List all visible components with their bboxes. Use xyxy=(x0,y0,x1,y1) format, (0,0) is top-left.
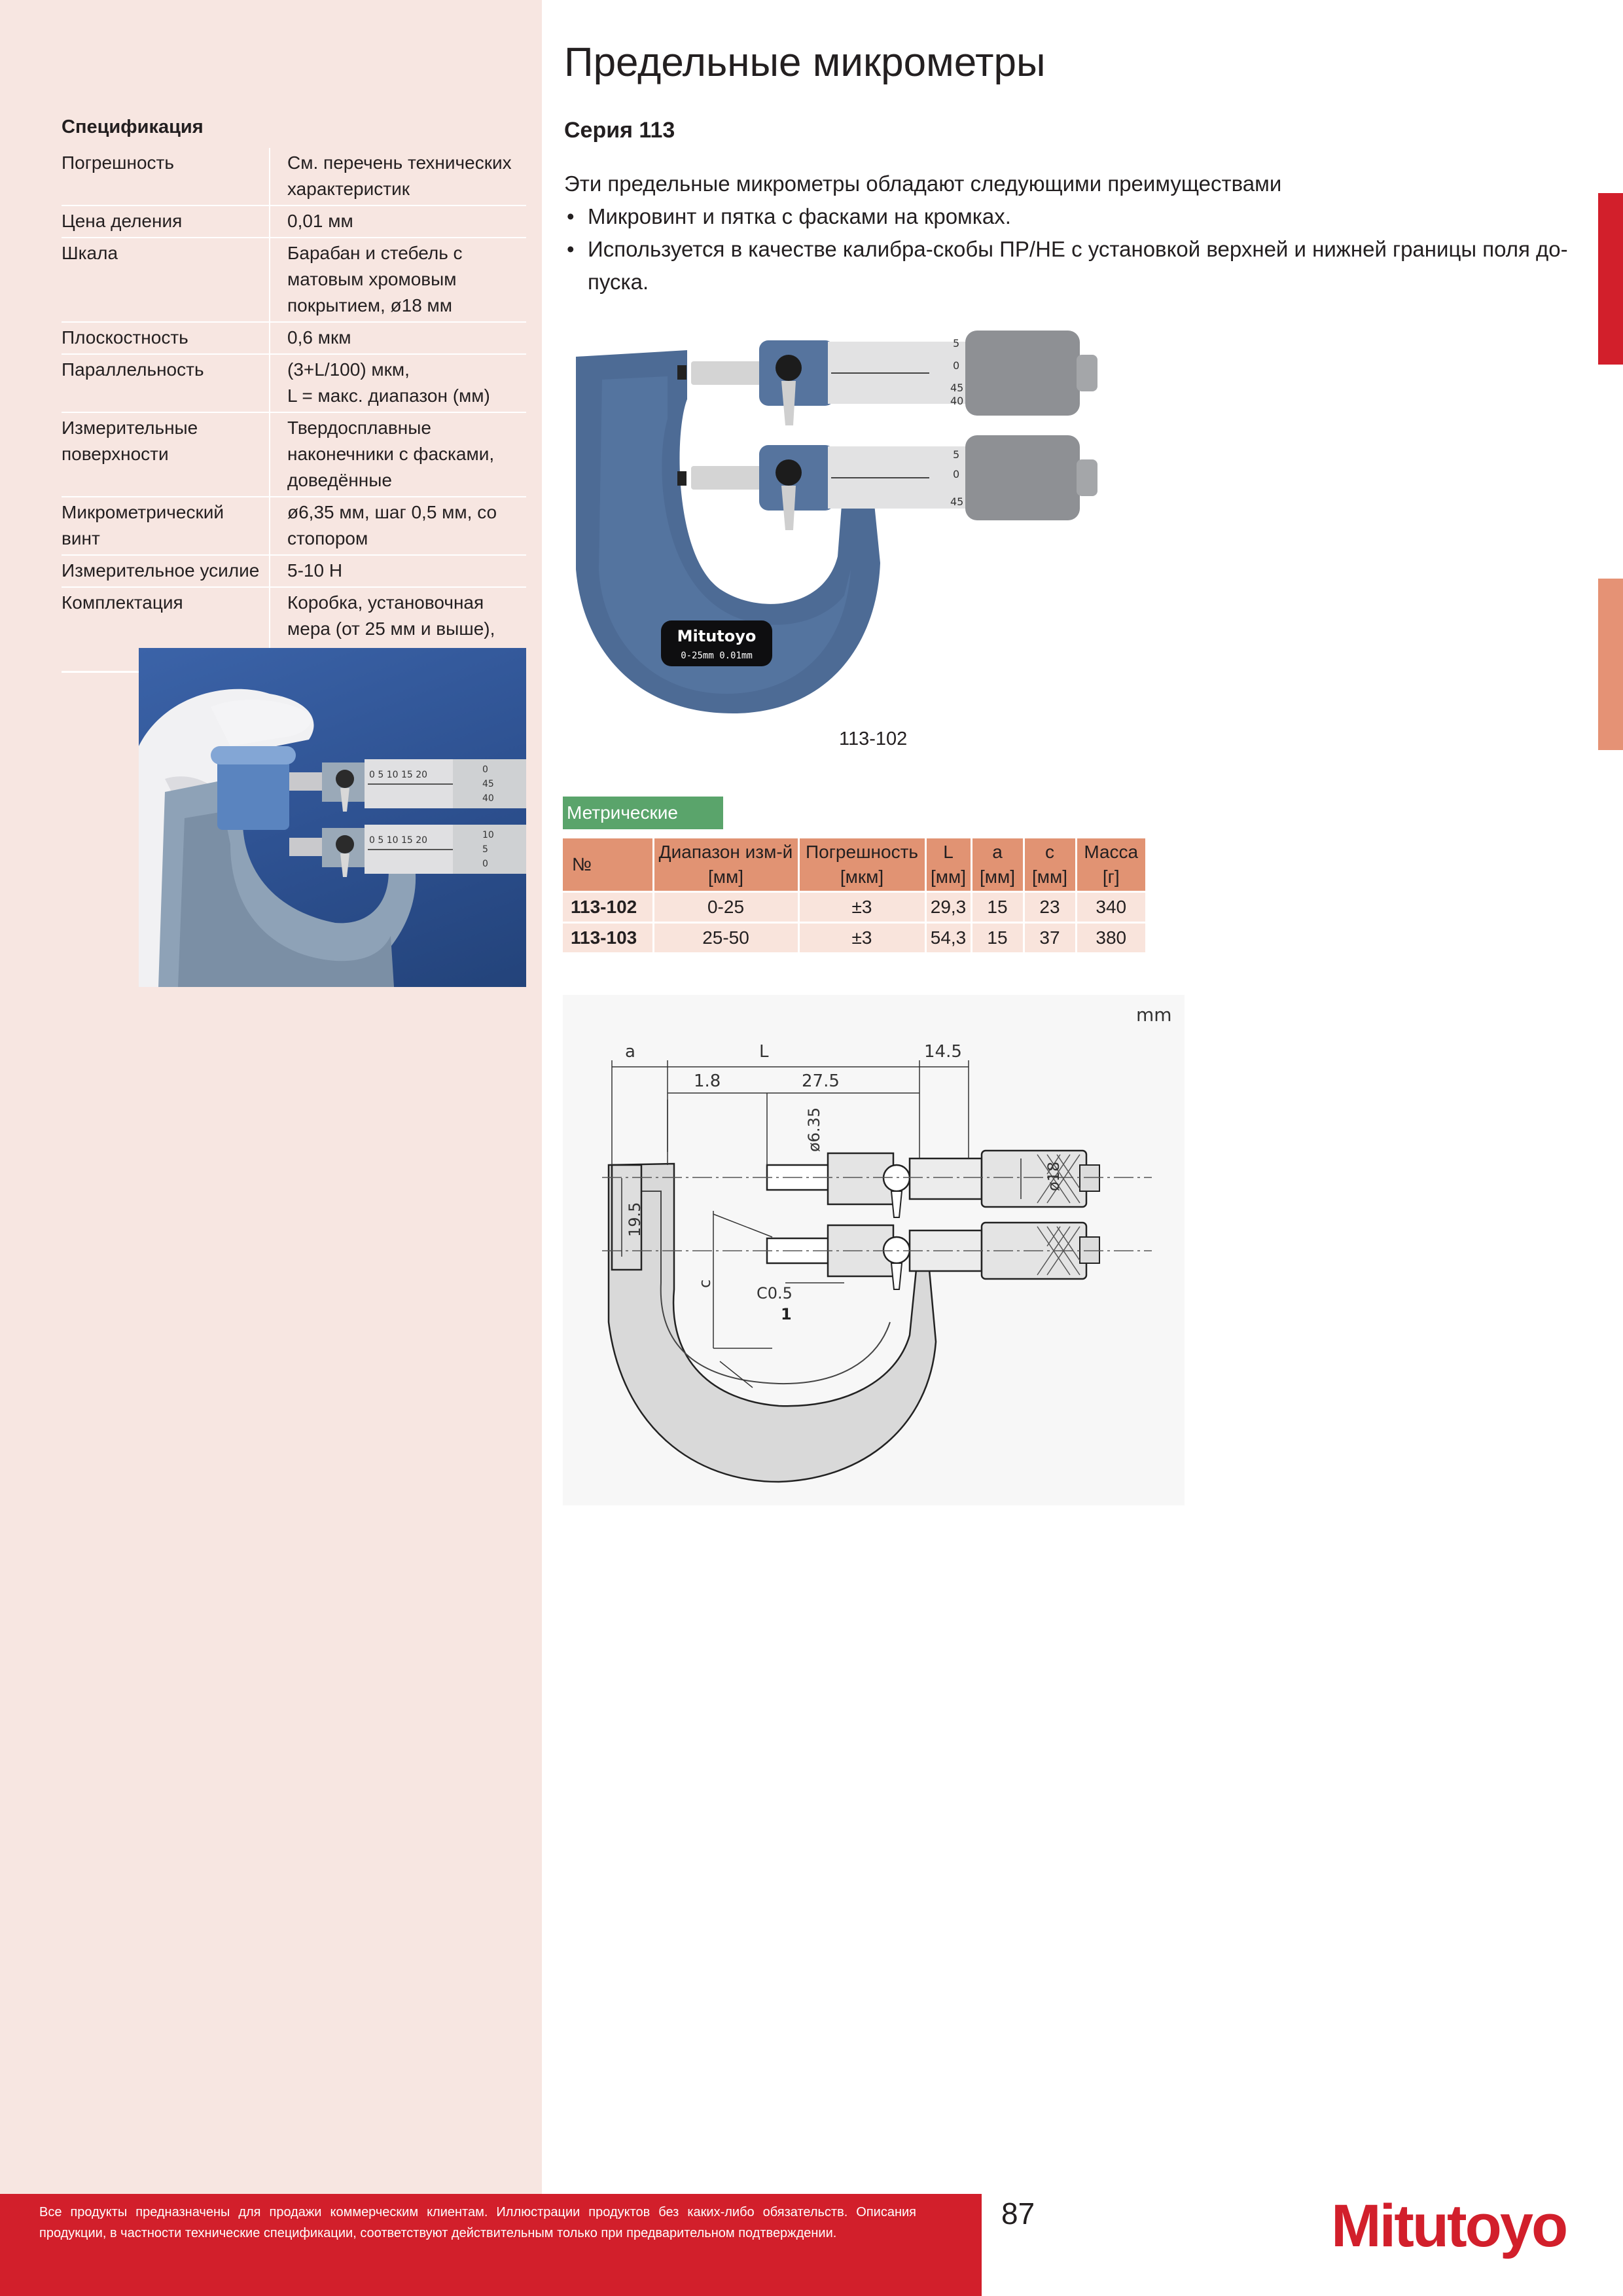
cell-accuracy: ±3 xyxy=(798,892,925,923)
spec-key: Измерительные поверхности xyxy=(62,412,270,497)
models-table xyxy=(563,838,1145,952)
svg-text:45: 45 xyxy=(950,495,964,508)
spec-value: Твердосплавные наконечники с фасками, доведённые xyxy=(270,412,526,497)
cell-c: 23 xyxy=(1024,892,1076,923)
svg-text:0 5 10 15 20: 0 5 10 15 20 xyxy=(369,770,428,780)
svg-text:a: a xyxy=(625,1042,635,1062)
spec-key: Микрометрический винт xyxy=(62,497,270,555)
svg-text:14.5: 14.5 xyxy=(924,1042,962,1062)
spec-value: (3+L/100) мкм, L = макс. диапазон (мм) xyxy=(270,354,526,412)
svg-text:L: L xyxy=(759,1042,769,1062)
table-header-row xyxy=(563,838,1145,892)
spec-row xyxy=(62,412,526,497)
spec-key: Шкала xyxy=(62,238,270,322)
cell-a: 15 xyxy=(971,923,1024,953)
cell-mass: 380 xyxy=(1076,923,1145,953)
svg-text:27.5: 27.5 xyxy=(802,1071,840,1091)
spec-row xyxy=(62,238,526,322)
header-mass xyxy=(1076,838,1145,892)
header-a xyxy=(971,838,1024,892)
feature-item: • Используется в качестве калибра-скобы ПР/НЕ с установкой верхней и нижней границы поля до-пуска. xyxy=(564,233,1572,298)
spec-key: Параллельность xyxy=(62,354,270,412)
header-label: Масса xyxy=(1084,842,1139,862)
spec-value: 5-10 Н xyxy=(270,555,526,587)
cell-a: 15 xyxy=(971,892,1024,923)
spec-row xyxy=(62,148,526,206)
cell-mass: 340 xyxy=(1076,892,1145,923)
cell-range: 0-25 xyxy=(653,892,798,923)
svg-text:5: 5 xyxy=(953,448,960,461)
product-photo xyxy=(563,321,1185,726)
header-range xyxy=(653,838,798,892)
technical-drawing xyxy=(563,995,1185,1505)
features-list xyxy=(564,200,1572,298)
spec-value: 0,6 мкм xyxy=(270,322,526,354)
category-tag: Метрические xyxy=(563,797,723,829)
svg-text:Mitutoyo: Mitutoyo xyxy=(1331,2194,1567,2259)
svg-text:0: 0 xyxy=(953,468,960,480)
section-tab-red xyxy=(1598,193,1623,365)
spec-row xyxy=(62,497,526,555)
cell-L: 29,3 xyxy=(925,892,971,923)
header-label: c xyxy=(1045,842,1054,862)
cell-accuracy: ±3 xyxy=(798,923,925,953)
svg-text:45: 45 xyxy=(482,779,494,789)
spec-row xyxy=(62,206,526,238)
spec-value: 0,01 мм xyxy=(270,206,526,238)
svg-text:0 5 10 15 20: 0 5 10 15 20 xyxy=(369,835,428,846)
spec-key: Плоскостность xyxy=(62,322,270,354)
feature-item: • Микровинт и пятка с фасками на кромках. xyxy=(564,200,1572,233)
header-unit: [г] xyxy=(1102,867,1120,887)
header-c xyxy=(1024,838,1076,892)
spec-value: ø6,35 мм, шаг 0,5 мм, со стопором xyxy=(270,497,526,555)
spec-key: Комплектация xyxy=(62,587,270,672)
footer-disclaimer: Все продукты предназначены для продажи коммерческим клиентам. Иллюстрации продуктов без каких-либо обязательств. Описания продукции, в частности технические спецификации, соответствуют действительным только при предварительном подтверждении. xyxy=(39,2205,916,2240)
spec-value: Барабан и стебель с матовым хромовым покрытием, ø18 мм xyxy=(270,238,526,322)
svg-text:ø18: ø18 xyxy=(1044,1161,1063,1191)
svg-text:0: 0 xyxy=(953,359,960,372)
svg-text:c: c xyxy=(696,1279,714,1288)
svg-text:40: 40 xyxy=(950,395,964,407)
spec-key: Измерительное усилие xyxy=(62,555,270,587)
header-label: L xyxy=(943,842,954,862)
page-number: 87 xyxy=(1001,2197,1035,2231)
spec-row xyxy=(62,354,526,412)
svg-text:0: 0 xyxy=(482,764,488,775)
spec-table xyxy=(62,148,526,673)
svg-text:19.5: 19.5 xyxy=(626,1202,644,1237)
header-unit: [мкм] xyxy=(840,867,884,887)
spec-row xyxy=(62,555,526,587)
page-title: Предельные микрометры xyxy=(564,40,1046,85)
svg-text:C0.5: C0.5 xyxy=(757,1284,793,1302)
brand-logo xyxy=(1329,2194,1577,2266)
svg-text:5: 5 xyxy=(482,844,488,855)
spec-value: Коробка, установочная мера (от 25 мм и выше), xyxy=(270,587,526,672)
product-photo-caption: 113-102 xyxy=(839,728,908,749)
svg-text:1: 1 xyxy=(781,1305,792,1323)
cell-c: 37 xyxy=(1024,923,1076,953)
spec-key: Погрешность xyxy=(62,148,270,206)
intro-lead: Эти предельные микрометры обладают следующими преимуществами xyxy=(564,171,1282,196)
header-unit: [мм] xyxy=(1031,867,1068,887)
svg-text:45: 45 xyxy=(950,382,964,394)
series-subtitle: Серия 113 xyxy=(564,118,675,143)
header-number xyxy=(563,838,653,892)
header-unit: [мм] xyxy=(707,867,744,887)
spec-key: Цена деления xyxy=(62,206,270,238)
header-label: a xyxy=(992,842,1003,862)
svg-text:10: 10 xyxy=(482,830,494,840)
spec-row xyxy=(62,322,526,354)
svg-text:Mitutoyo: Mitutoyo xyxy=(677,627,757,645)
table-row xyxy=(563,923,1145,953)
cell-L: 54,3 xyxy=(925,923,971,953)
svg-text:mm: mm xyxy=(1136,1004,1172,1026)
header-L xyxy=(925,838,971,892)
svg-text:40: 40 xyxy=(482,793,494,804)
section-tab-salmon xyxy=(1598,579,1623,750)
header-label: № xyxy=(572,854,592,874)
header-unit: [мм] xyxy=(979,867,1016,887)
cell-number: 113-103 xyxy=(563,923,653,953)
svg-text:0: 0 xyxy=(482,859,488,869)
svg-text:0-25mm 0.01mm: 0-25mm 0.01mm xyxy=(681,651,753,661)
header-label: Погрешность xyxy=(806,842,918,862)
table-row xyxy=(563,892,1145,923)
spec-value: См. перечень технических характеристик xyxy=(270,148,526,206)
header-accuracy xyxy=(798,838,925,892)
svg-text:5: 5 xyxy=(953,337,960,350)
cell-number: 113-102 xyxy=(563,892,653,923)
spec-heading: Спецификация xyxy=(62,117,204,137)
svg-text:ø6.35: ø6.35 xyxy=(805,1107,823,1152)
svg-text:1.8: 1.8 xyxy=(694,1071,721,1091)
header-label: Диапазон изм-й xyxy=(658,842,793,862)
cell-range: 25-50 xyxy=(653,923,798,953)
header-unit: [мм] xyxy=(930,867,967,887)
photo-hand-usage xyxy=(139,648,526,987)
intro-text xyxy=(564,168,1572,298)
